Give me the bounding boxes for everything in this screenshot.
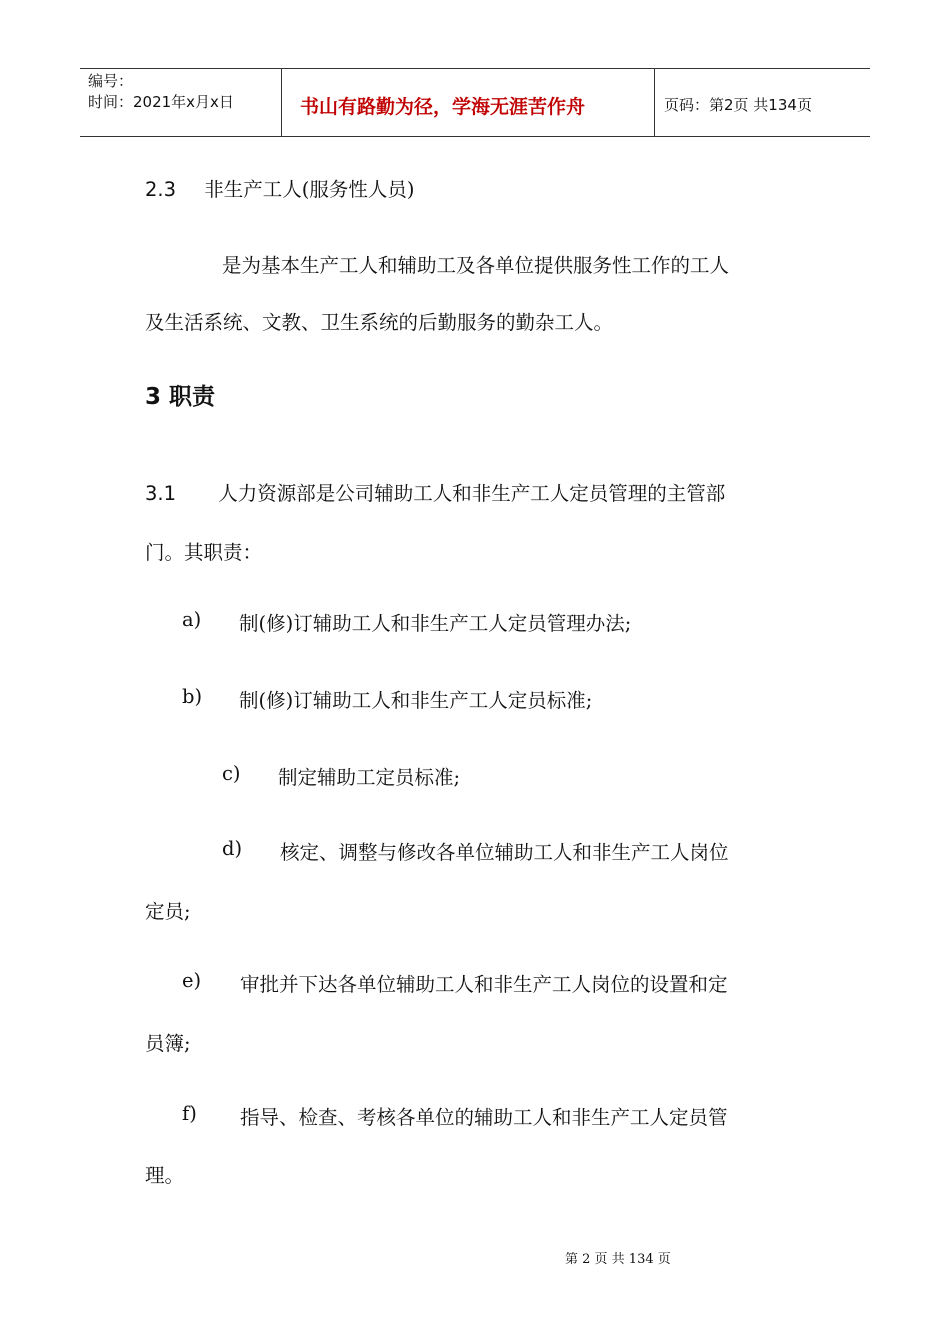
header-bottom-border <box>80 136 870 137</box>
section-2-3-paragraph-line1: 是为基本生产工人和辅助工及各单位提供服务性工作的工人 <box>222 254 730 277</box>
list-mark: e) <box>182 969 202 992</box>
header-page-info: 页码：第2页 共134页 <box>664 96 812 114</box>
section-text: 人力资源部是公司辅助工人和非生产工人定员管理的主管部 <box>218 482 726 505</box>
header-divider-right <box>654 68 655 136</box>
section-number: 2.3 <box>145 178 177 201</box>
document-date: 时间：2021年x月x日 <box>88 93 234 111</box>
list-mark: d) <box>222 837 243 860</box>
header-divider-left <box>281 68 282 136</box>
section-number: 3.1 <box>145 482 177 505</box>
list-mark: a) <box>182 608 202 631</box>
list-text: 核定、调整与修改各单位辅助工人和非生产工人岗位 <box>280 841 729 864</box>
list-text: 制定辅助工定员标准; <box>278 766 461 789</box>
list-item-f-continuation: 理。 <box>145 1164 185 1187</box>
list-text: 审批并下达各单位辅助工人和非生产工人岗位的设置和定 <box>240 973 728 996</box>
list-item-e <box>182 969 728 996</box>
section-title: 非生产工人(服务性人员) <box>204 178 415 201</box>
list-text: 制(修)订辅助工人和非生产工人定员标准; <box>239 689 593 712</box>
list-item-b <box>182 685 593 712</box>
list-item-c <box>222 762 461 789</box>
list-item-f <box>182 1102 728 1129</box>
header-motto: 书山有路勤为径，学海无涯苦作舟 <box>300 96 586 118</box>
section-3-1-line2: 门。其职责： <box>145 541 263 564</box>
list-item-d-continuation: 定员; <box>145 900 191 923</box>
document-number-label: 编号： <box>88 72 134 90</box>
list-item-a <box>182 608 632 635</box>
section-2-3-paragraph-line2: 及生活系统、文教、卫生系统的后勤服务的勤杂工人。 <box>145 311 614 334</box>
list-mark: f) <box>182 1102 197 1125</box>
header-top-border <box>80 68 870 69</box>
list-item-d <box>222 837 729 864</box>
section-3-1-line1 <box>145 478 725 506</box>
list-text: 指导、检查、考核各单位的辅助工人和非生产工人定员管 <box>240 1106 728 1129</box>
list-text: 制(修)订辅助工人和非生产工人定员管理办法; <box>239 612 632 635</box>
section-3-heading: 3 职责 <box>145 384 216 410</box>
section-2-3-heading <box>145 174 414 202</box>
list-mark: b) <box>182 685 203 708</box>
list-mark: c) <box>222 762 241 785</box>
list-item-e-continuation: 员簿; <box>145 1032 191 1055</box>
page-footer: 第 2 页 共 134 页 <box>565 1252 671 1267</box>
